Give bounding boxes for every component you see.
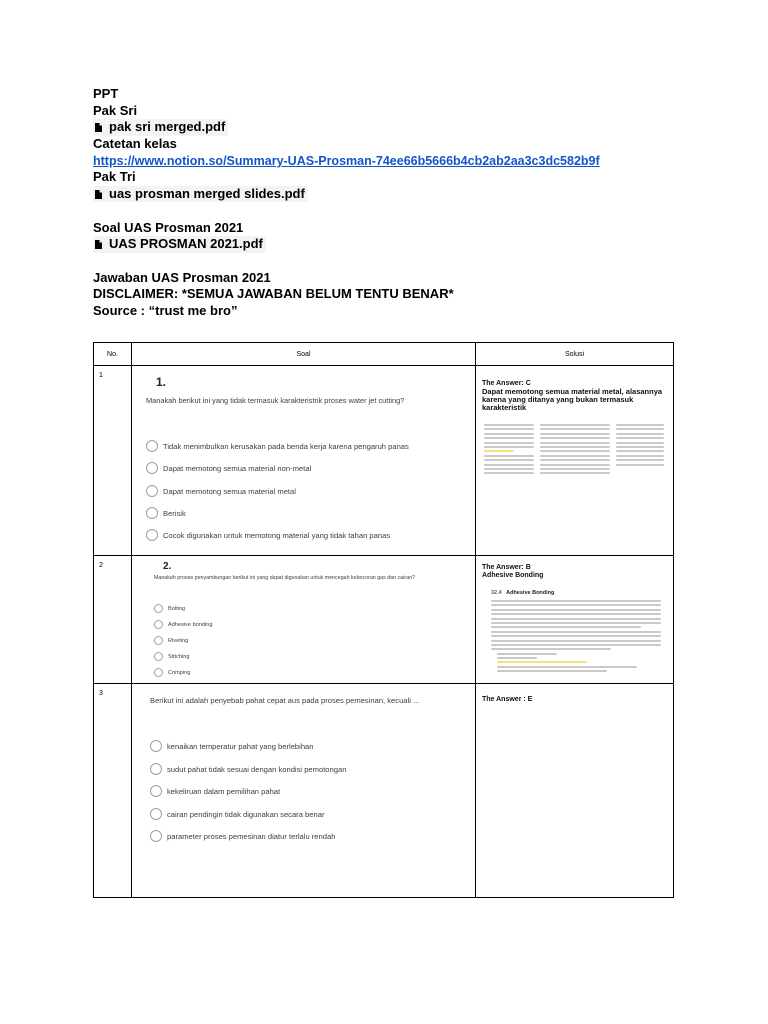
heading-jawaban: Jawaban UAS Prosman 2021 <box>93 269 271 285</box>
heading-pak-tri: Pak Tri <box>93 169 136 185</box>
file-chip-label: uas prosman merged slides.pdf <box>109 185 305 201</box>
column-header-solusi: Solusi <box>476 343 674 366</box>
file-icon <box>95 240 102 249</box>
table-row <box>94 556 674 684</box>
table-row <box>94 684 674 898</box>
question-text: Berikut ini adalah penyebab pahat cepat aus pada proses pemesinan, kecuali ... <box>150 696 420 705</box>
radio-icon <box>146 440 158 452</box>
document-header <box>93 86 693 319</box>
option: Bolting <box>154 604 185 613</box>
answer-label: The Answer: B <box>482 564 531 571</box>
file-chip-label: pak sri merged.pdf <box>109 119 226 134</box>
option: Adhesive bonding <box>154 620 212 629</box>
option: kenaikan temperatur pahat yang berlebihan <box>150 740 314 752</box>
row-number: 1 <box>94 366 132 556</box>
option: Cocok digunakan untuk memotong material yang tidak tahan panas <box>146 529 390 541</box>
radio-icon <box>150 763 162 775</box>
radio-icon <box>150 740 162 752</box>
question-screenshot-2 <box>132 556 476 684</box>
heading-pak-sri: Pak Sri <box>93 102 138 118</box>
file-icon <box>95 190 102 199</box>
question-text: Manakah berikut ini yang tidak termasuk karakteristrik proses water jet cutting? <box>146 396 405 405</box>
answer-table <box>93 342 674 898</box>
option: cairan pendingin tidak digunakan secara benar <box>150 808 324 820</box>
file-icon <box>95 123 102 132</box>
heading-ppt: PPT <box>93 86 119 101</box>
source-text: Source : “trust me bro” <box>93 302 238 318</box>
file-chip-pak-sri[interactable] <box>93 119 228 136</box>
question-number: 1. <box>156 375 167 389</box>
answer-note: Adhesive Bonding <box>482 572 544 579</box>
option: Dapat memotong semua material non-metal <box>146 462 311 474</box>
heading-catatan: Catetan kelas <box>93 136 177 152</box>
answer-note: Dapat memotong semua material metal, alasannya karena yang ditanya yang bukan termasuk karakteristik <box>482 387 663 412</box>
radio-icon <box>154 604 163 613</box>
question-screenshot-1 <box>132 366 476 556</box>
radio-icon <box>150 785 162 797</box>
question-number: 2. <box>163 561 172 572</box>
question-text: Manakah proses penyambungan berikut ini yang dapat digunakan untuk mencegah kebocoran gas dan cairan? <box>154 575 415 581</box>
option: kekeliruan dalam pemilihan pahat <box>150 785 280 797</box>
option: Crimping <box>154 668 190 677</box>
column-header-soal: Soal <box>132 343 476 366</box>
radio-icon <box>150 808 162 820</box>
radio-icon <box>154 668 163 677</box>
textbook-excerpt-image <box>491 590 661 675</box>
question-screenshot-3 <box>132 684 476 898</box>
excerpt-section-number: 32.4 <box>491 590 502 596</box>
answer-label: The Answer: C <box>482 380 531 387</box>
radio-icon <box>146 507 158 519</box>
option: Stitching <box>154 652 189 661</box>
heading-soal: Soal UAS Prosman 2021 <box>93 219 244 235</box>
table-row <box>94 366 674 556</box>
solution-cell-1 <box>476 366 674 556</box>
row-number: 3 <box>94 684 132 898</box>
solution-cell-3 <box>476 684 674 898</box>
solution-cell-2 <box>476 556 674 684</box>
option: Tidak menimbulkan kerusakan pada benda kerja karena pengaruh panas <box>146 440 409 452</box>
radio-icon <box>146 462 158 474</box>
option: Dapat memotong semua material metal <box>146 485 296 497</box>
answer-label: The Answer : E <box>482 696 533 703</box>
radio-icon <box>154 636 163 645</box>
radio-icon <box>146 529 158 541</box>
option: sudut pahat tidak sesuai dengan kondisi pemotongan <box>150 763 346 775</box>
option: parameter proses pemesinan diatur terlalu rendah <box>150 830 335 842</box>
option: Berisik <box>146 507 186 519</box>
reference-table-image <box>484 424 664 477</box>
radio-icon <box>154 620 163 629</box>
disclaimer-text: DISCLAIMER: *SEMUA JAWABAN BELUM TENTU BENAR* <box>93 286 454 302</box>
row-number: 2 <box>94 556 132 684</box>
file-chip-label: UAS PROSMAN 2021.pdf <box>109 236 263 251</box>
radio-icon <box>154 652 163 661</box>
column-header-no: No. <box>94 343 132 366</box>
option: Riveting <box>154 636 188 645</box>
radio-icon <box>150 830 162 842</box>
radio-icon <box>146 485 158 497</box>
excerpt-title: Adhesive Bonding <box>506 590 555 596</box>
file-chip-pak-tri[interactable] <box>93 186 308 203</box>
notion-link[interactable]: https://www.notion.so/Summary-UAS-Prosman-74ee66b5666b4cb2ab2aa3c3dc582b9f <box>93 153 600 168</box>
file-chip-soal[interactable] <box>93 236 266 253</box>
